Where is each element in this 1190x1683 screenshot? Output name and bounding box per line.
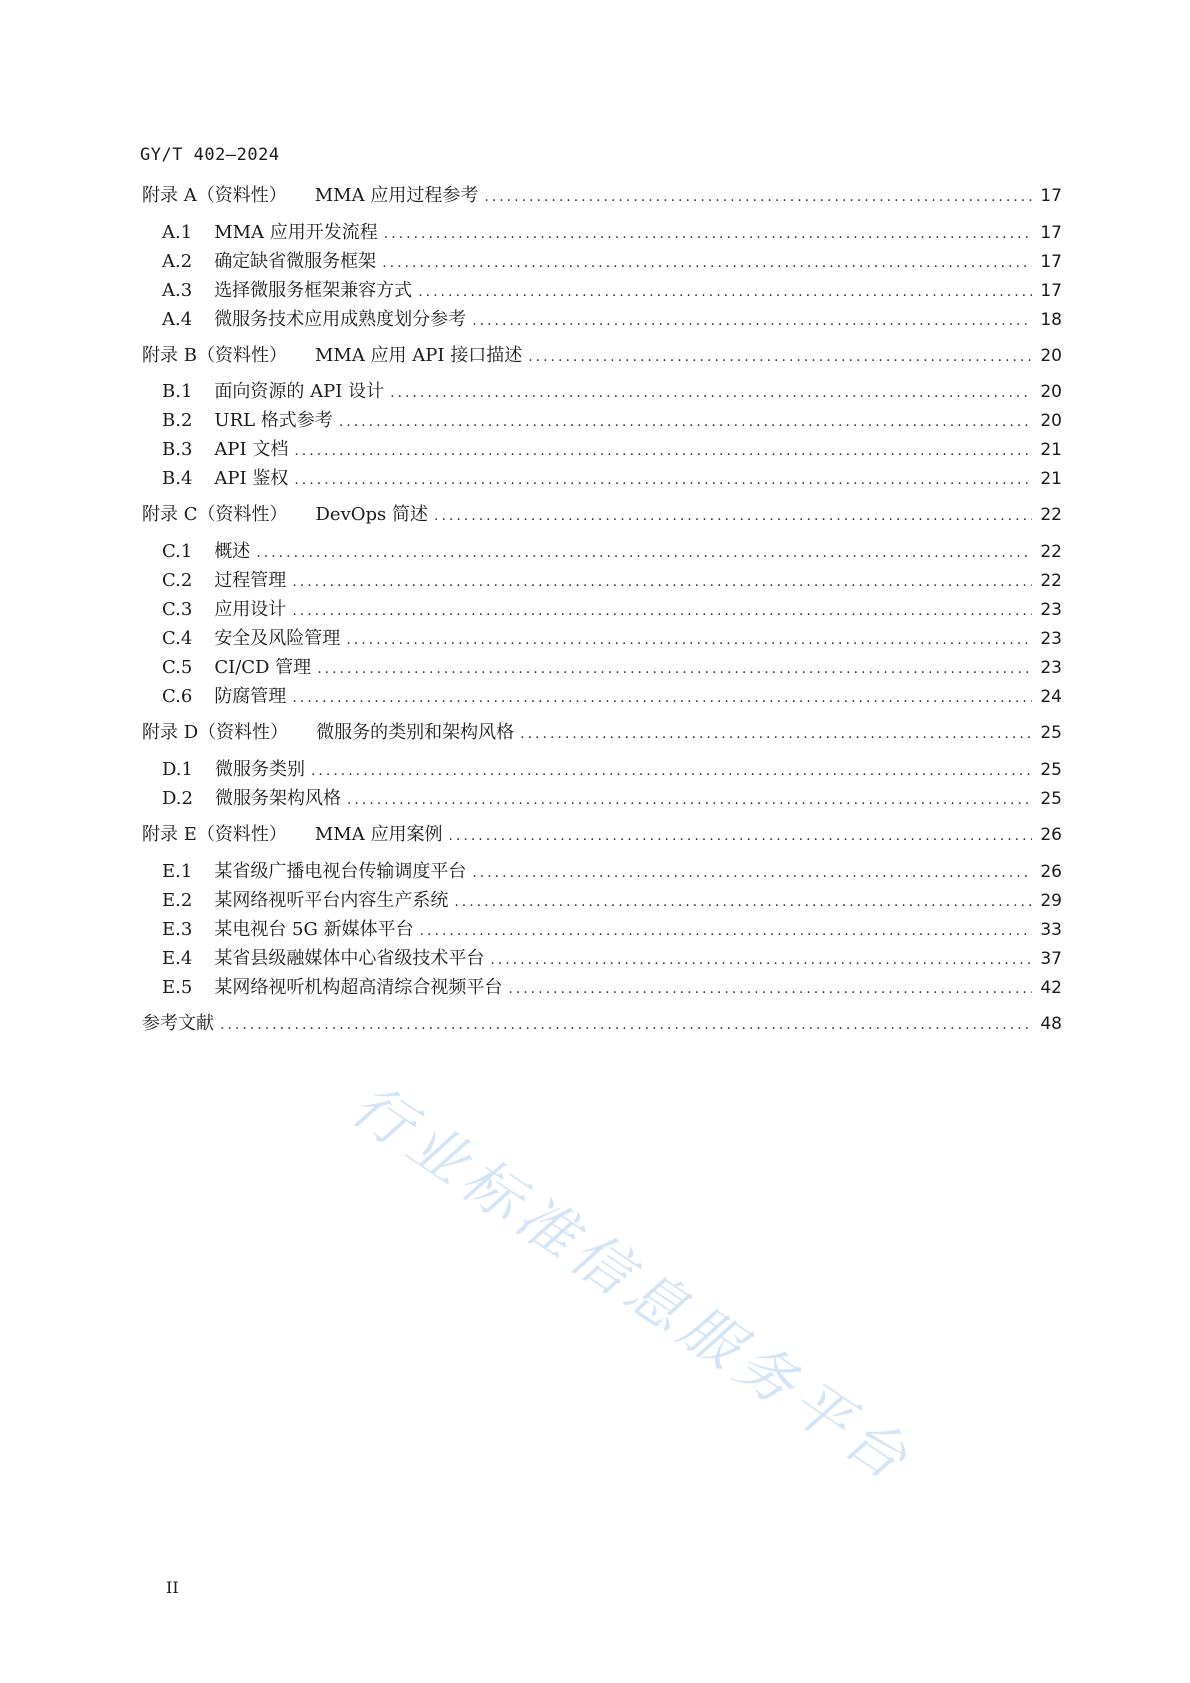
toc-entry-title: 确定缺省微服务框架 [214, 251, 377, 272]
toc-entry-page: 23 [1040, 629, 1062, 649]
toc-entry-number: 附录 D（资料性） [142, 722, 289, 743]
toc-entry-label [162, 305, 466, 331]
toc-entry-title: MMA 应用开发流程 [214, 222, 378, 243]
toc-leader-dots [490, 952, 1032, 968]
toc-entry-number: E.3 [162, 919, 193, 940]
toc-entry-title: 安全及风险管理 [214, 628, 341, 649]
toc-entry-label [142, 1009, 214, 1035]
toc-entry-page: 25 [1040, 789, 1062, 809]
toc-entry[interactable] [162, 857, 1062, 885]
toc-entry[interactable] [142, 181, 1062, 209]
toc-entry-number: B.2 [162, 410, 193, 431]
toc-entry-title: 某电视台 5G 新媒体平台 [214, 919, 414, 940]
toc-entry-number: C.6 [162, 686, 193, 707]
page-number: II [166, 1578, 179, 1597]
watermark: 行业标准信息服务平台 [339, 1070, 925, 1497]
toc-entry-label [162, 218, 378, 244]
toc-leader-dots [472, 865, 1032, 881]
toc-entry-title: URL 格式参考 [214, 410, 333, 431]
toc-entry-title: MMA 应用 API 接口描述 [314, 345, 523, 366]
toc-entry-page: 48 [1040, 1014, 1062, 1034]
toc-leader-dots [454, 894, 1032, 910]
toc-entry[interactable] [162, 784, 1062, 812]
toc-leader-dots [317, 661, 1032, 677]
toc-entry-number: 附录 C（资料性） [142, 504, 288, 525]
toc-entry-page: 20 [1040, 346, 1062, 366]
toc-leader-dots [472, 313, 1032, 329]
toc-leader-dots [382, 255, 1032, 271]
toc-entry-title: 防腐管理 [214, 686, 287, 707]
toc-entry[interactable] [162, 653, 1062, 681]
toc-entry[interactable] [162, 944, 1062, 972]
toc-entry[interactable] [162, 682, 1062, 710]
toc-entry-label [162, 406, 333, 432]
toc-entry-label [162, 653, 311, 679]
toc-leader-dots [390, 385, 1032, 401]
toc-leader-dots [420, 923, 1032, 939]
toc-entry-page: 22 [1040, 505, 1062, 525]
toc-entry-number: C.3 [162, 599, 193, 620]
toc-entry-label [142, 341, 522, 367]
toc-entry[interactable] [162, 464, 1062, 492]
toc-entry-page: 29 [1040, 891, 1062, 911]
document-code: GY/T 402—2024 [140, 145, 280, 165]
toc-entry-label [162, 464, 288, 490]
toc-leader-dots [220, 1017, 1032, 1033]
toc-entry-number: C.4 [162, 628, 193, 649]
toc-entry[interactable] [162, 537, 1062, 565]
toc-entry-label [162, 435, 288, 461]
toc-entry[interactable] [162, 595, 1062, 623]
toc-entry-label [142, 500, 428, 526]
toc-entry-title: API 鉴权 [214, 468, 289, 489]
toc-entry-label [162, 784, 341, 810]
toc-entry-label [162, 682, 286, 708]
toc-entry[interactable] [162, 973, 1062, 1001]
toc-leader-dots [484, 189, 1032, 205]
toc-entry-title: 某网络视听平台内容生产系统 [214, 890, 449, 911]
toc-entry-page: 17 [1040, 281, 1062, 301]
toc-leader-dots [384, 226, 1032, 242]
toc-leader-dots [256, 545, 1032, 561]
toc-leader-dots [292, 690, 1032, 706]
toc-leader-dots [520, 726, 1032, 742]
toc-leader-dots [292, 574, 1032, 590]
toc-entry-page: 23 [1040, 600, 1062, 620]
toc-entry-page: 23 [1040, 658, 1062, 678]
toc-entry-title: 过程管理 [214, 570, 287, 591]
toc-entry[interactable] [142, 500, 1062, 528]
toc-entry-page: 21 [1040, 469, 1062, 489]
toc-entry-title: 某省级广播电视台传输调度平台 [214, 861, 467, 882]
toc-entry-label [142, 718, 514, 744]
toc-entry-page: 17 [1040, 223, 1062, 243]
toc-entry-label [162, 755, 305, 781]
toc-entry-page: 33 [1040, 920, 1062, 940]
toc-leader-dots [292, 603, 1032, 619]
toc-leader-dots [418, 284, 1032, 300]
toc-entry-label [162, 857, 466, 883]
toc-entry[interactable] [162, 755, 1062, 783]
toc-leader-dots [508, 981, 1032, 997]
toc-entry-page: 17 [1040, 186, 1062, 206]
toc-leader-dots [294, 472, 1032, 488]
toc-leader-dots [311, 763, 1032, 779]
toc-entry-title: 微服务类别 [214, 759, 305, 780]
toc-leader-dots [434, 508, 1032, 524]
toc-entry-title: 选择微服务框架兼容方式 [214, 280, 413, 301]
toc-entry-page: 22 [1040, 542, 1062, 562]
toc-entry[interactable] [162, 566, 1062, 594]
toc-leader-dots [448, 828, 1032, 844]
toc-entry[interactable] [162, 276, 1062, 304]
toc-entry-page: 22 [1040, 571, 1062, 591]
toc-leader-dots [528, 349, 1032, 365]
toc-entry[interactable] [162, 915, 1062, 943]
toc-entry-label [162, 624, 340, 650]
toc-entry-number: D.1 [162, 759, 193, 780]
toc-entry-page: 21 [1040, 440, 1062, 460]
toc-entry-label [162, 886, 448, 912]
toc-entry[interactable] [142, 820, 1062, 848]
toc-entry-title: 某省县级融媒体中心省级技术平台 [214, 948, 485, 969]
toc-entry-number: E.4 [162, 948, 193, 969]
toc-entry-page: 20 [1040, 382, 1062, 402]
toc-entry-number: A.4 [162, 309, 193, 330]
toc-entry-label [142, 820, 442, 846]
toc-leader-dots [294, 443, 1032, 459]
toc-entry-title: 某网络视听机构超高清综合视频平台 [214, 977, 503, 998]
toc-entry-title: 概述 [214, 541, 251, 562]
toc-entry-label [162, 973, 502, 999]
toc-entry-page: 26 [1040, 862, 1062, 882]
toc-entry-title: MMA 应用过程参考 [314, 185, 479, 206]
toc-entry[interactable] [162, 305, 1062, 333]
toc-entry-page: 17 [1040, 252, 1062, 272]
toc-entry-label [162, 247, 376, 273]
toc-entry-title: CI/CD 管理 [214, 657, 312, 678]
toc-entry-title: DevOps 简述 [315, 504, 428, 525]
toc-entry-number: C.2 [162, 570, 193, 591]
toc-entry-title: 微服务的类别和架构风格 [316, 722, 515, 743]
toc-entry-number: C.1 [162, 541, 193, 562]
toc-entry-page: 26 [1040, 825, 1062, 845]
toc-entry[interactable] [162, 624, 1062, 652]
toc-entry-label [162, 276, 412, 302]
toc-entry-number: A.2 [162, 251, 193, 272]
toc-entry[interactable] [142, 341, 1062, 369]
toc-entry-number: B.4 [162, 468, 193, 489]
toc-entry-label [162, 566, 286, 592]
toc-entry[interactable] [162, 377, 1062, 405]
toc-entry-number: E.2 [162, 890, 193, 911]
toc-entry[interactable] [142, 718, 1062, 746]
toc-entry[interactable] [162, 435, 1062, 463]
toc-entry-number: A.3 [162, 280, 193, 301]
toc-entry-page: 37 [1040, 949, 1062, 969]
toc-entry-number: B.3 [162, 439, 193, 460]
toc-entry-title: 参考文献 [142, 1013, 214, 1034]
toc-entry-page: 24 [1040, 687, 1062, 707]
toc-entry-page: 25 [1040, 723, 1062, 743]
toc-entry-title: MMA 应用案例 [314, 824, 443, 845]
toc-entry[interactable] [162, 247, 1062, 275]
toc-entry-number: 附录 A（资料性） [142, 185, 287, 206]
toc-entry-number: D.2 [162, 788, 193, 809]
toc-leader-dots [347, 792, 1032, 808]
toc-entry-number: E.5 [162, 977, 193, 998]
toc-entry-title: 微服务架构风格 [214, 788, 341, 809]
toc-entry-label [162, 377, 384, 403]
toc-entry-page: 25 [1040, 760, 1062, 780]
toc-entry-title: 微服务技术应用成熟度划分参考 [214, 309, 467, 330]
toc-entry-number: C.5 [162, 657, 193, 678]
toc-entry-number: 附录 B（资料性） [142, 345, 287, 366]
toc-entry[interactable] [162, 218, 1062, 246]
toc-leader-dots [346, 632, 1032, 648]
toc-entry-title: 应用设计 [214, 599, 287, 620]
toc-entry[interactable] [162, 406, 1062, 434]
toc-leader-dots [339, 414, 1032, 430]
toc-entry-page: 42 [1040, 978, 1062, 998]
toc-entry-title: 面向资源的 API 设计 [214, 381, 385, 402]
toc-entry-label [162, 537, 250, 563]
toc-entry-label [162, 915, 414, 941]
toc-entry-title: API 文档 [214, 439, 289, 460]
toc-entry-number: 附录 E（资料性） [142, 824, 287, 845]
toc-entry-number: A.1 [162, 222, 193, 243]
toc-entry-label [142, 181, 478, 207]
toc-entry[interactable] [142, 1009, 1062, 1037]
toc-entry-label [162, 944, 484, 970]
toc-entry-page: 20 [1040, 411, 1062, 431]
toc-entry-number: E.1 [162, 861, 193, 882]
toc-entry-label [162, 595, 286, 621]
toc-entry-number: B.1 [162, 381, 193, 402]
toc-entry-page: 18 [1040, 310, 1062, 330]
toc-entry[interactable] [162, 886, 1062, 914]
